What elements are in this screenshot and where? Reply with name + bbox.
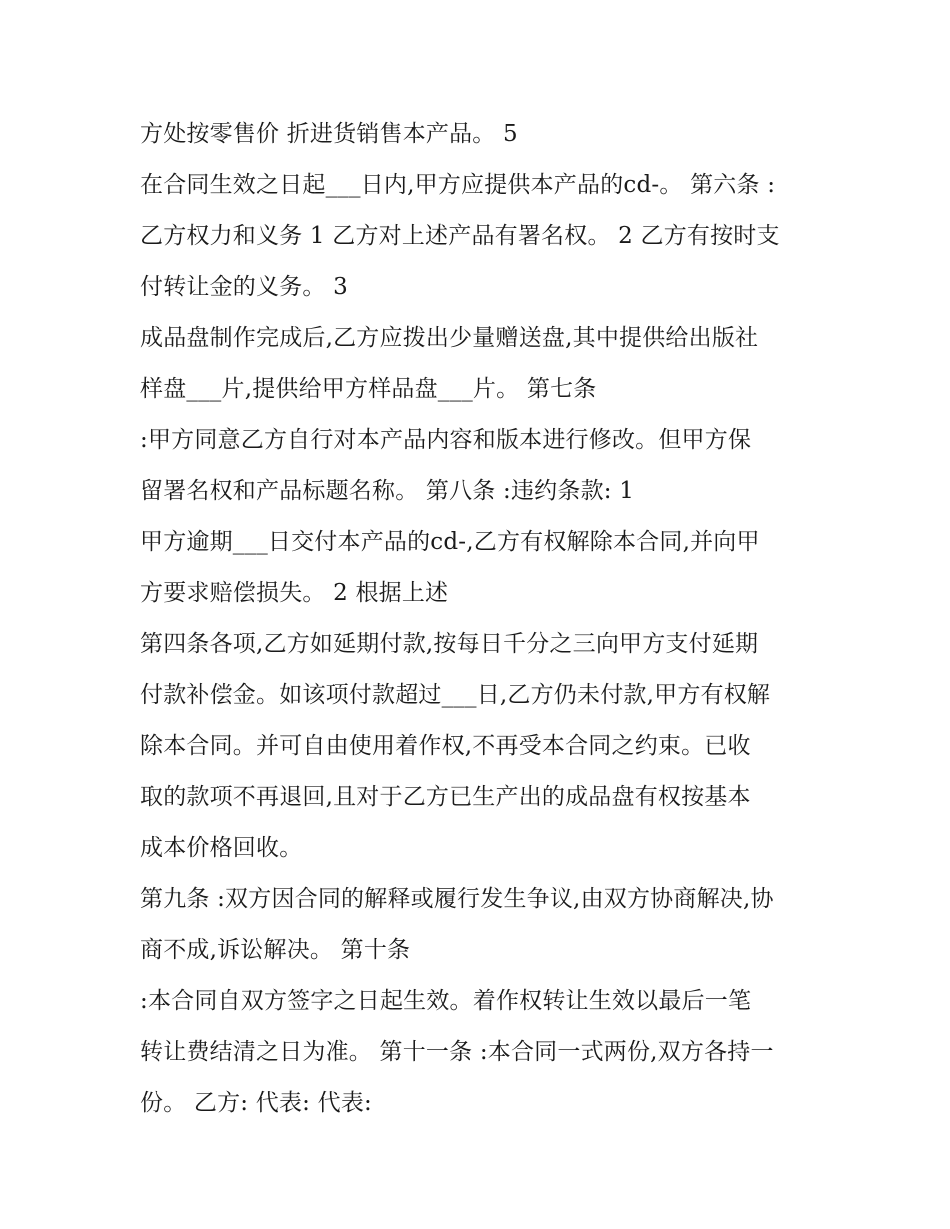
text-line: 成本价格回收。 <box>140 835 303 861</box>
text-line: 第九条 :双方因合同的解释或履行发生争议,由双方协商解决,协 <box>140 886 774 912</box>
text-line: :甲方同意乙方自行对本产品内容和版本进行修改。但甲方保 <box>140 427 752 453</box>
text-line: 甲方逾期___日交付本产品的cd-,乙方有权解除本合同,并向甲 <box>140 529 760 555</box>
text-line: 方处按零售价 折进货销售本产品。 5 <box>140 121 518 147</box>
text-line: 成品盘制作完成后,乙方应拨出少量赠送盘,其中提供给出版社 <box>140 325 759 351</box>
text-line: 除本合同。并可自由使用着作权,不再受本合同之约束。已收 <box>140 733 751 759</box>
text-line: 方要求赔偿损失。 2 根据上述 <box>140 580 449 606</box>
text-line: 付转让金的义务。 3 <box>140 274 348 300</box>
text-line: 乙方权力和义务 1 乙方对上述产品有署名权。 2 乙方有按时支 <box>140 223 780 249</box>
text-line: 份。 乙方: 代表: 代表: <box>140 1090 372 1116</box>
document-body <box>140 109 820 1129</box>
text-line: 付款补偿金。如该项付款超过___日,乙方仍未付款,甲方有权解 <box>140 682 771 708</box>
text-line: 样盘___片,提供给甲方样品盘___片。 第七条 <box>140 376 597 402</box>
text-line: 第四条各项,乙方如延期付款,按每日千分之三向甲方支付延期 <box>140 631 759 657</box>
text-line: 留署名权和产品标题名称。 第八条 :违约条款: 1 <box>140 478 635 504</box>
text-line: 转让费结清之日为准。 第十一条 :本合同一式两份,双方各持一 <box>140 1039 774 1065</box>
text-line: 在合同生效之日起___日内,甲方应提供本产品的cd-。 第六条 : <box>140 172 776 198</box>
text-line: :本合同自双方签字之日起生效。着作权转让生效以最后一笔 <box>140 988 752 1014</box>
text-line: 商不成,诉讼解决。 第十条 <box>140 937 411 963</box>
text-line: 取的款项不再退回,且对于乙方已生产出的成品盘有权按基本 <box>140 784 751 810</box>
